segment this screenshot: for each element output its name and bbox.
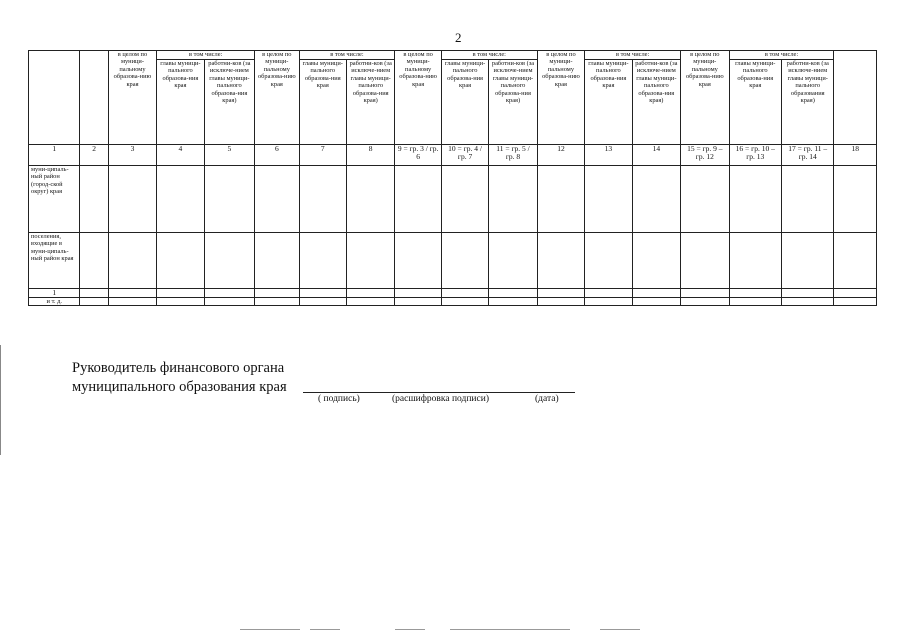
header-in-that-number-10-11: в том числе:: [441, 51, 537, 60]
header-whole-9: в целом по муници-пальному образова-нию края: [395, 51, 441, 145]
column-number: 8: [346, 145, 394, 166]
column-number: 2: [80, 145, 108, 166]
row-label-settlements: поселения, входящие в муни-ципаль-ный район края: [29, 233, 80, 289]
header-in-that-number-4-5: в том числе:: [157, 51, 255, 60]
column-number: 10 = гр. 4 / гр. 7: [441, 145, 488, 166]
header-in-that-number-7-8: в том числе:: [299, 51, 395, 60]
scan-artifact-dash: [600, 629, 640, 630]
header-in-that-number-13-14: в том числе:: [585, 51, 681, 60]
column-number: 18: [834, 145, 877, 166]
table-row-district: [29, 166, 877, 233]
header-whole-3: в целом по муници-пальному образова-нию края: [108, 51, 156, 145]
column-number: 7: [299, 145, 346, 166]
table-row-settlements: [29, 233, 877, 289]
row-label-district: муни-ципаль-ный район (город-ской округ) края: [29, 166, 80, 233]
table-row-etc: [29, 298, 877, 306]
header-workers-8: работни-ков (за исключе-нием главы муници-пального образова-ния края): [346, 60, 394, 145]
header-cell-2: [80, 51, 108, 145]
column-numbers-row: [29, 145, 877, 166]
header-cell-18: [834, 51, 877, 145]
page-number: 2: [455, 30, 462, 45]
table-row-one: [29, 289, 877, 298]
header-heads-16: главы муници-пального образова-ния края: [729, 60, 781, 145]
scan-artifact-dash: [240, 629, 300, 630]
scan-margin-line: [0, 345, 1, 455]
header-workers-17: работни-ков (за исключе-нием главы муници-пального образования края): [782, 60, 834, 145]
column-number: 16 = гр. 10 – гр. 13: [729, 145, 781, 166]
scan-artifact-dash: [450, 629, 570, 630]
column-number: 17 = гр. 11 – гр. 14: [782, 145, 834, 166]
header-workers-14: работни-ков (за исключе-нием главы муници-пального образова-ния края): [632, 60, 680, 145]
signature-underline: [303, 392, 575, 393]
header-heads-13: главы муници-пального образова-ния края: [585, 60, 632, 145]
column-number: 11 = гр. 5 / гр. 8: [489, 145, 537, 166]
column-number: 4: [157, 145, 204, 166]
signature-line-1: Руководитель финансового органа: [72, 360, 285, 376]
header-in-that-number-16-17: в том числе:: [729, 51, 834, 60]
column-number: 14: [632, 145, 680, 166]
header-heads-4: главы муници-пального образова-ния края: [157, 60, 204, 145]
header-workers-5: работни-ков (за исключе-нием главы муници-пального образова-ния края): [204, 60, 254, 145]
column-number: 15 = гр. 9 – гр. 12: [681, 145, 729, 166]
header-whole-15: в целом по муници-пальному образова-нию края: [681, 51, 729, 145]
column-number: 3: [108, 145, 156, 166]
report-table: [28, 50, 877, 306]
header-heads-10: главы муници-пального образова-ния края: [441, 60, 488, 145]
row-label-one: 1: [29, 289, 80, 298]
scan-artifact-dash: [310, 629, 340, 630]
header-workers-11: работни-ков (за исключе-нием главы муници-пального образова-ния края): [489, 60, 537, 145]
caption-signature: ( подпись): [318, 394, 360, 404]
header-whole-12: в целом по муници-пальному образова-нию края: [537, 51, 584, 145]
header-cell-1: [29, 51, 80, 145]
caption-date: (дата): [535, 394, 559, 404]
signature-line-2: муниципального образования края: [72, 379, 287, 395]
column-number: 1: [29, 145, 80, 166]
scan-artifact-dash: [395, 629, 425, 630]
column-number: 6: [255, 145, 299, 166]
column-number: 5: [204, 145, 254, 166]
column-number: 13: [585, 145, 632, 166]
row-label-etc: и т. д.: [29, 298, 80, 306]
column-number: 12: [537, 145, 584, 166]
header-heads-7: главы муници-пального образова-ния края: [299, 60, 346, 145]
caption-decoding: (расшифровка подписи): [392, 394, 489, 404]
header-whole-6: в целом по муници-пальному образова-нию края: [255, 51, 299, 145]
column-number: 9 = гр. 3 / гр. 6: [395, 145, 441, 166]
